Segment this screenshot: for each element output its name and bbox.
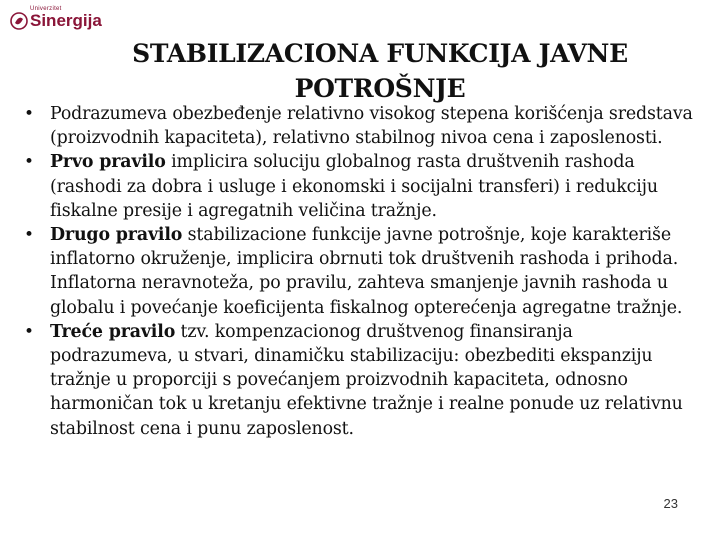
- bullet-item-2: [22, 150, 694, 223]
- bullet-list: [22, 102, 694, 441]
- page-number: 23: [663, 496, 678, 511]
- bullet-dot-icon: •: [24, 225, 34, 246]
- bullet-dot-icon: •: [24, 104, 34, 124]
- bullet-3-text: stabilizacione funkcije javne potrošnje, koje karakteriše inflatorno okruženje, implicira obrnuti tok društvenih rashoda i prihoda. Inflatorna neravnoteža, po pravilu, zahteva smanjenje javnih rashoda u globalu i povećanje koeficijenta fiskalnog opterećenja agregatne tražnje.: [50, 225, 683, 318]
- bullet-4-bold: Treće pravilo: [50, 321, 176, 342]
- university-logo: [8, 6, 102, 32]
- bullet-4-text: tzv. kompenzacionog društvenog finansiranja podrazumeva, u stvari, dinamičku stabilizaciju: obezbediti ekspanziju tražnje u proporciji s povećanjem proizvodnih kapaciteta, odnosno harmoničan tok u kretanju efektivne tražnje i realne ponude uz relativnu stabilnost cena i punu zaposlenost.: [50, 321, 683, 439]
- bullet-item-1: [22, 102, 694, 150]
- slide-title: STABILIZACIONA FUNKCIJA JAVNE POTROŠNJE: [132, 39, 628, 103]
- bullet-dot-icon: •: [24, 152, 34, 173]
- bullet-1-text: Podrazumeva obezbeđenje relativno visokog stepena korišćenja sredstava (proizvodnih kapaciteta), relativno stabilnog nivoa cena i zaposlenosti.: [50, 104, 693, 149]
- bullet-item-3: [22, 223, 694, 320]
- sinergija-emblem-icon: [10, 12, 28, 30]
- bullet-3-bold: Drugo pravilo: [50, 225, 183, 246]
- bullet-2-text: implicira soluciju globalnog rasta društvenih rashoda (rashodi za dobra i usluge i ekonomski i socijalni transferi) i redukciju fiskalne presije i agregatnih veličina tražnje.: [50, 152, 658, 221]
- bullet-item-4: [22, 320, 694, 441]
- logo-small-text: Univerzitet: [30, 6, 62, 12]
- bullet-dot-icon: •: [24, 321, 34, 342]
- bullet-2-bold: Prvo pravilo: [50, 152, 166, 173]
- logo-big-text: Sinergija: [30, 11, 102, 30]
